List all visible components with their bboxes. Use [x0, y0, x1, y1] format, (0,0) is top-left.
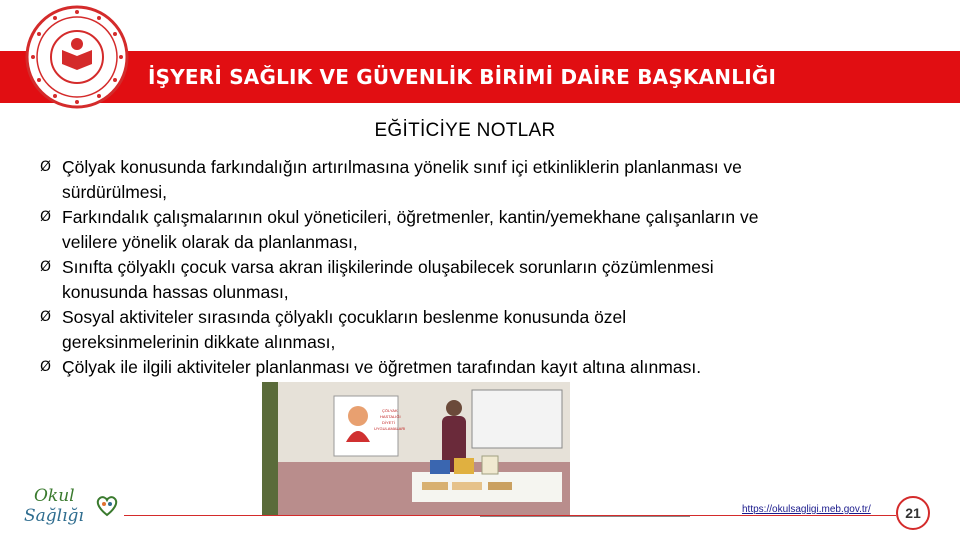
- list-item: [40, 205, 920, 255]
- svg-text:HASTALIĞI: HASTALIĞI: [380, 414, 401, 419]
- arrow-bullet-icon: Ø: [40, 259, 52, 275]
- heart-icon: [94, 492, 120, 518]
- section-subtitle: EĞİTİCİYE NOTLAR: [374, 120, 556, 141]
- bullet-text: Sınıfta çölyaklı çocuk varsa akran ilişkilerinde oluşabilecek sorunların çözümlenmesi: [62, 257, 714, 277]
- bullet-text: konusunda hassas olunması,: [62, 282, 289, 302]
- list-item: [40, 305, 920, 355]
- bullet-text: Farkındalık çalışmalarının okul yöneticileri, öğretmenler, kantin/yemekhane çalışanların ve: [62, 207, 759, 227]
- ministry-seal-icon: [24, 4, 130, 110]
- page-number-badge: 21: [896, 496, 930, 530]
- logo-text-bottom: Sağlığı: [24, 506, 84, 526]
- list-item: [40, 255, 920, 305]
- arrow-bullet-icon: Ø: [40, 209, 52, 225]
- classroom-photo: [262, 382, 570, 516]
- logo-text-top: Okul: [34, 486, 75, 506]
- page-title: İŞYERİ SAĞLIK VE GÜVENLİK BİRİMİ DAİRE BAŞKANLIĞI: [148, 65, 777, 89]
- footer-divider-grey: [480, 516, 690, 517]
- bullet-text: gereksinmelerinin dikkate alınması,: [62, 332, 336, 352]
- photo-screen-text: ÇÖLYAK: [382, 408, 398, 413]
- list-item: [40, 155, 920, 205]
- arrow-bullet-icon: Ø: [40, 159, 52, 175]
- arrow-bullet-icon: Ø: [40, 359, 52, 375]
- bullet-text: Sosyal aktiviteler sırasında çölyaklı çocukların beslenme konusunda özel: [62, 307, 627, 327]
- bullet-text: Çölyak konusunda farkındalığın artırılmasına yönelik sınıf içi etkinliklerin planlanması ve: [62, 157, 742, 177]
- svg-text:DİYETİ: DİYETİ: [382, 420, 395, 425]
- svg-text:UYGULAMALARI: UYGULAMALARI: [374, 426, 406, 431]
- footer-url-link[interactable]: https://okulsagligi.meb.gov.tr/: [742, 504, 871, 515]
- okul-sagligi-logo: [20, 486, 124, 534]
- bullet-text: velilere yönelik olarak da planlanması,: [62, 232, 358, 252]
- bullet-text: sürdürülmesi,: [62, 182, 168, 202]
- arrow-bullet-icon: Ø: [40, 309, 52, 325]
- bullet-text: Çölyak ile ilgili aktiviteler planlanması ve öğretmen tarafından kayıt altına alınması.: [62, 357, 702, 377]
- bullet-list: [40, 155, 920, 380]
- list-item: [40, 355, 920, 380]
